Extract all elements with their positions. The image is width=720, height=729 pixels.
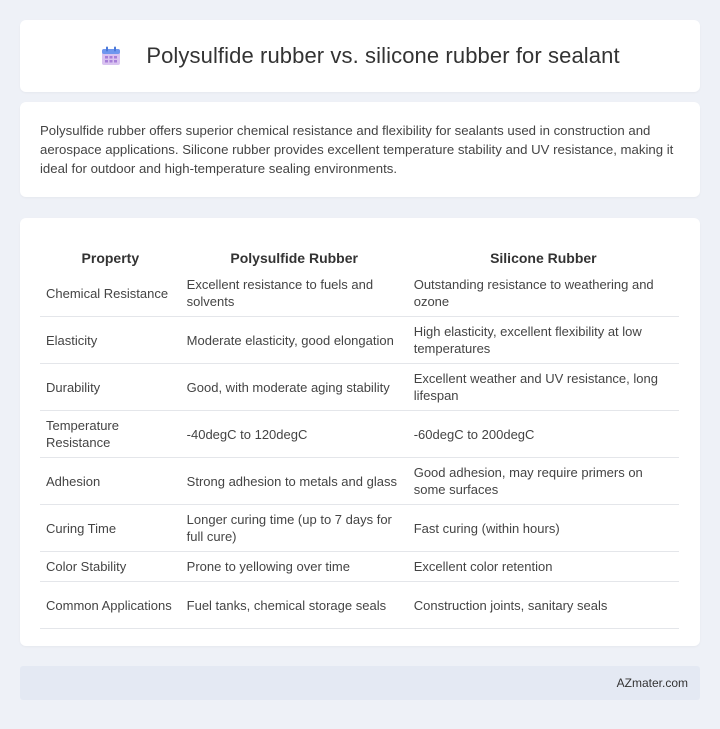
summary-text: Polysulfide rubber offers superior chemical resistance and flexibility for sealants used in construction and aerospace applications. Silicone rubber provides excellent temperature stability and UV resistance, making it ideal for outdoor and high-temperature sealing environments. (40, 123, 674, 176)
row-silicone: Outstanding resistance to weathering and ozone (408, 270, 679, 317)
row-property: Curing Time (40, 505, 181, 552)
footer-bar (20, 666, 700, 700)
row-silicone: High elasticity, excellent flexibility at low temperatures (408, 317, 679, 364)
row-silicone: Excellent weather and UV resistance, long lifespan (408, 364, 679, 411)
row-property: Chemical Resistance (40, 270, 181, 317)
row-polysulfide: -40degC to 120degC (181, 411, 408, 458)
row-polysulfide: Strong adhesion to metals and glass (181, 458, 408, 505)
row-polysulfide: Moderate elasticity, good elongation (181, 317, 408, 364)
table-row (40, 552, 679, 582)
row-polysulfide: Prone to yellowing over time (181, 552, 408, 582)
row-silicone: -60degC to 200degC (408, 411, 679, 458)
row-silicone: Good adhesion, may require primers on some surfaces (408, 458, 679, 505)
table-row (40, 582, 679, 629)
header-polysulfide: Polysulfide Rubber (230, 250, 358, 266)
table-row (40, 364, 679, 411)
row-property: Common Applications (40, 582, 181, 629)
comparison-table (40, 234, 679, 629)
footer-brand: AZmater.com (616, 676, 688, 690)
row-property: Durability (40, 364, 181, 411)
table-row (40, 458, 679, 505)
row-silicone: Excellent color retention (408, 552, 679, 582)
summary-card (20, 102, 700, 197)
table-row (40, 317, 679, 364)
row-silicone: Construction joints, sanitary seals (408, 582, 679, 629)
page-title: Polysulfide rubber vs. silicone rubber for sealant (146, 43, 620, 68)
row-polysulfide: Excellent resistance to fuels and solvents (181, 270, 408, 317)
comparison-table-card (20, 218, 700, 646)
row-property: Elasticity (40, 317, 181, 364)
header-property: Property (81, 250, 140, 266)
title-card (20, 20, 700, 92)
table-header-row (40, 234, 679, 270)
row-property: Temperature Resistance (40, 411, 181, 458)
calendar-icon (100, 45, 122, 67)
row-polysulfide: Good, with moderate aging stability (181, 364, 408, 411)
table-row (40, 505, 679, 552)
table-row (40, 411, 679, 458)
row-property: Color Stability (40, 552, 181, 582)
row-polysulfide: Longer curing time (up to 7 days for full cure) (181, 505, 408, 552)
row-polysulfide: Fuel tanks, chemical storage seals (181, 582, 408, 629)
row-property: Adhesion (40, 458, 181, 505)
header-silicone: Silicone Rubber (490, 250, 597, 266)
row-silicone: Fast curing (within hours) (408, 505, 679, 552)
table-row (40, 270, 679, 317)
